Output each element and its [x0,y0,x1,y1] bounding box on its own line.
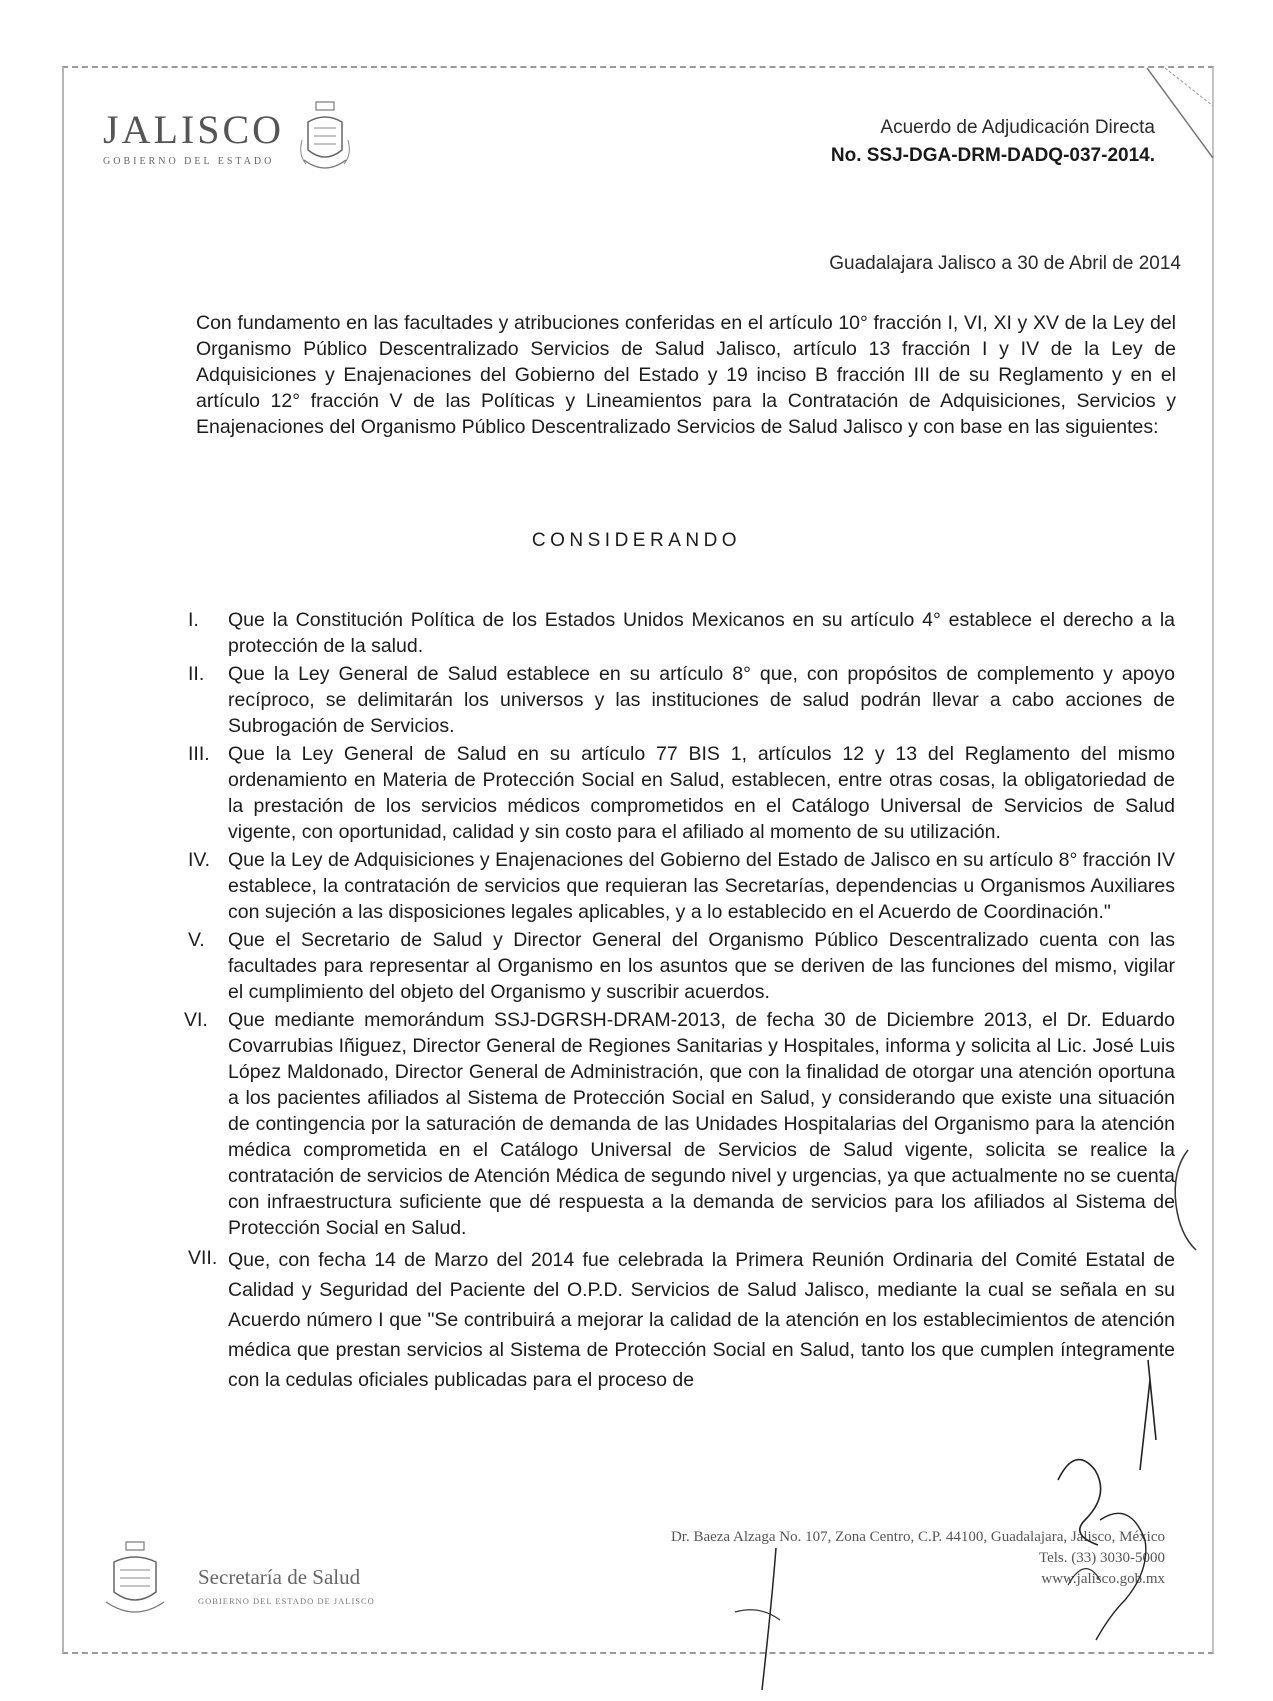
item-number: IV. [188,849,211,871]
list-item [170,607,1175,659]
item-text: Que la Ley General de Salud en su artículo 77 BIS 1, artículos 12 y 13 del Reglamento del mismo ordenamiento en Materia de Protección Social en Salud, establecen, entre otras cosas, la obligatoriedad de la prestación de los servicios médicos comprometidos en el Catálogo Universal de Servicios de Salud vigente, con oportunidad, calidad y sin costo para el afiliado al momento de su utilización. [228,743,1175,843]
list-item [170,927,1175,1005]
item-text: Que la Constitución Política de los Estados Unidos Mexicanos en su artículo 4° establece el derecho a la protección de la salud. [228,609,1175,657]
list-item [170,847,1175,925]
footer-secretaria-sub: GOBIERNO DEL ESTADO DE JALISCO [198,1596,375,1606]
item-number: II. [188,663,205,685]
folded-corner [1145,66,1215,161]
item-text: Que la Ley de Adquisiciones y Enajenaciones del Gobierno del Estado de Jalisco en su artículo 8° fracción IV establece, la contratación de servicios que requieran las Secretarías, dependencias u Organismos Auxiliares con sujeción a las disposiciones legales aplicables, y a lo establecido en el Acuerdo de Coordinación." [228,849,1175,923]
item-number: VII. [188,1247,218,1269]
coat-of-arms-icon [300,100,350,180]
item-text: Que la Ley General de Salud establece en su artículo 8° que, con propósitos de complemento y apoyo recíproco, se delimitarán los universos y las instituciones de salud podrán llevar a cabo acciones de Subrogación de Servicios. [228,663,1175,737]
footer-phone: Tels. (33) 3030-5000 [1038,1550,1165,1566]
item-number: III. [188,743,210,765]
doc-type: Acuerdo de Adjudicación Directa [880,117,1155,138]
footer-address-block [671,1527,1165,1590]
section-heading: CONSIDERANDO [531,530,742,551]
item-text: Que el Secretario de Salud y Director General del Organismo Público Descentralizado cuenta con las facultades para representar al Organismo en los asuntos que se deriven de las funciones del mismo, vigilar el cumplimiento del objeto del Organismo y suscribir acuerdos. [228,929,1175,1003]
intro-paragraph: Con fundamento en las facultades y atribuciones conferidas en el artículo 10° fracción I, VI, XI y XV de la Ley del Organismo Público Descentralizado Servicios de Salud Jalisco, artículo 13 fracción I y IV de la Ley de Adquisiciones y Enajenaciones del Gobierno del Estado y 19 inciso B fracción III de su Reglamento y en el artículo 12° fracción V de las Políticas y Lineamientos para la Contratación de Adquisiciones, Servicios y Enajenaciones del Organismo Público Descentralizado Servicios de Salud Jalisco y con base en las siguientes: [196,312,1176,438]
doc-number: No. SSJ-DGA-DRM-DADQ-037-2014. [830,145,1155,166]
item-number: V. [188,929,205,951]
list-item [170,741,1175,845]
item-text: Que mediante memorándum SSJ-DGRSH-DRAM-2013, de fecha 30 de Diciembre 2013, el Dr. Eduardo Covarrubias Iñiguez, Director General de Regiones Sanitarias y Hospitales, informa y solicita al Lic. José Luis López Maldonado, Director General de Administración, que con la finalidad de otorgar una atención oportuna a los pacientes afiliados al Sistema de Protección Social en Salud, y considerando que existe una situación de contingencia por la saturación de demanda de las Unidades Hospitalarias del Organismo para la atención médica comprometida en el Catálogo Universal de Servicios de Salud vigente, solicita se realice la contratación de servicios de Atención Médica de segundo nivel y urgencias, ya que actualmente no se cuenta con infraestructura suficiente que dé respuesta a la demanda de servicios para los afiliados al Sistema de Protección Social en Salud. [228,1009,1175,1239]
footer-crest-icon [100,1540,170,1625]
document-reference [831,114,1155,170]
jalisco-logo [103,107,285,167]
item-number: VI. [184,1009,208,1031]
footer-secretaria: Secretaría de Salud [198,1565,361,1589]
footer-address: Dr. Baeza Alzaga No. 107, Zona Centro, C.P. 44100, Guadalajara, Jalisco, México [670,1529,1165,1545]
date-line: Guadalajara Jalisco a 30 de Abril de 2014 [829,253,1181,274]
item-number: I. [188,609,199,631]
list-item [170,1245,1175,1395]
logo-text: JALISCO [103,107,285,152]
item-text: Que, con fecha 14 de Marzo del 2014 fue celebrada la Primera Reunión Ordinaria del Comité Estatal de Calidad y Seguridad del Paciente del O.P.D. Servicios de Salud Jalisco, mediante la cual se señala en su Acuerdo número I que "Se contribuirá a mejorar la calidad de la atención en los establecimientos de atención médica que prestan servicios al Sistema de Protección Social en Salud, tanto los que cumplen íntegramente con la cedulas oficiales publicadas para el proceso de [228,1249,1175,1391]
considerando-list [170,607,1175,1397]
list-item [170,661,1175,739]
footer-website: www.jalisco.gob.mx [1041,1571,1165,1587]
logo-subtext: GOBIERNO DEL ESTADO [103,156,275,167]
list-item [170,1007,1175,1241]
